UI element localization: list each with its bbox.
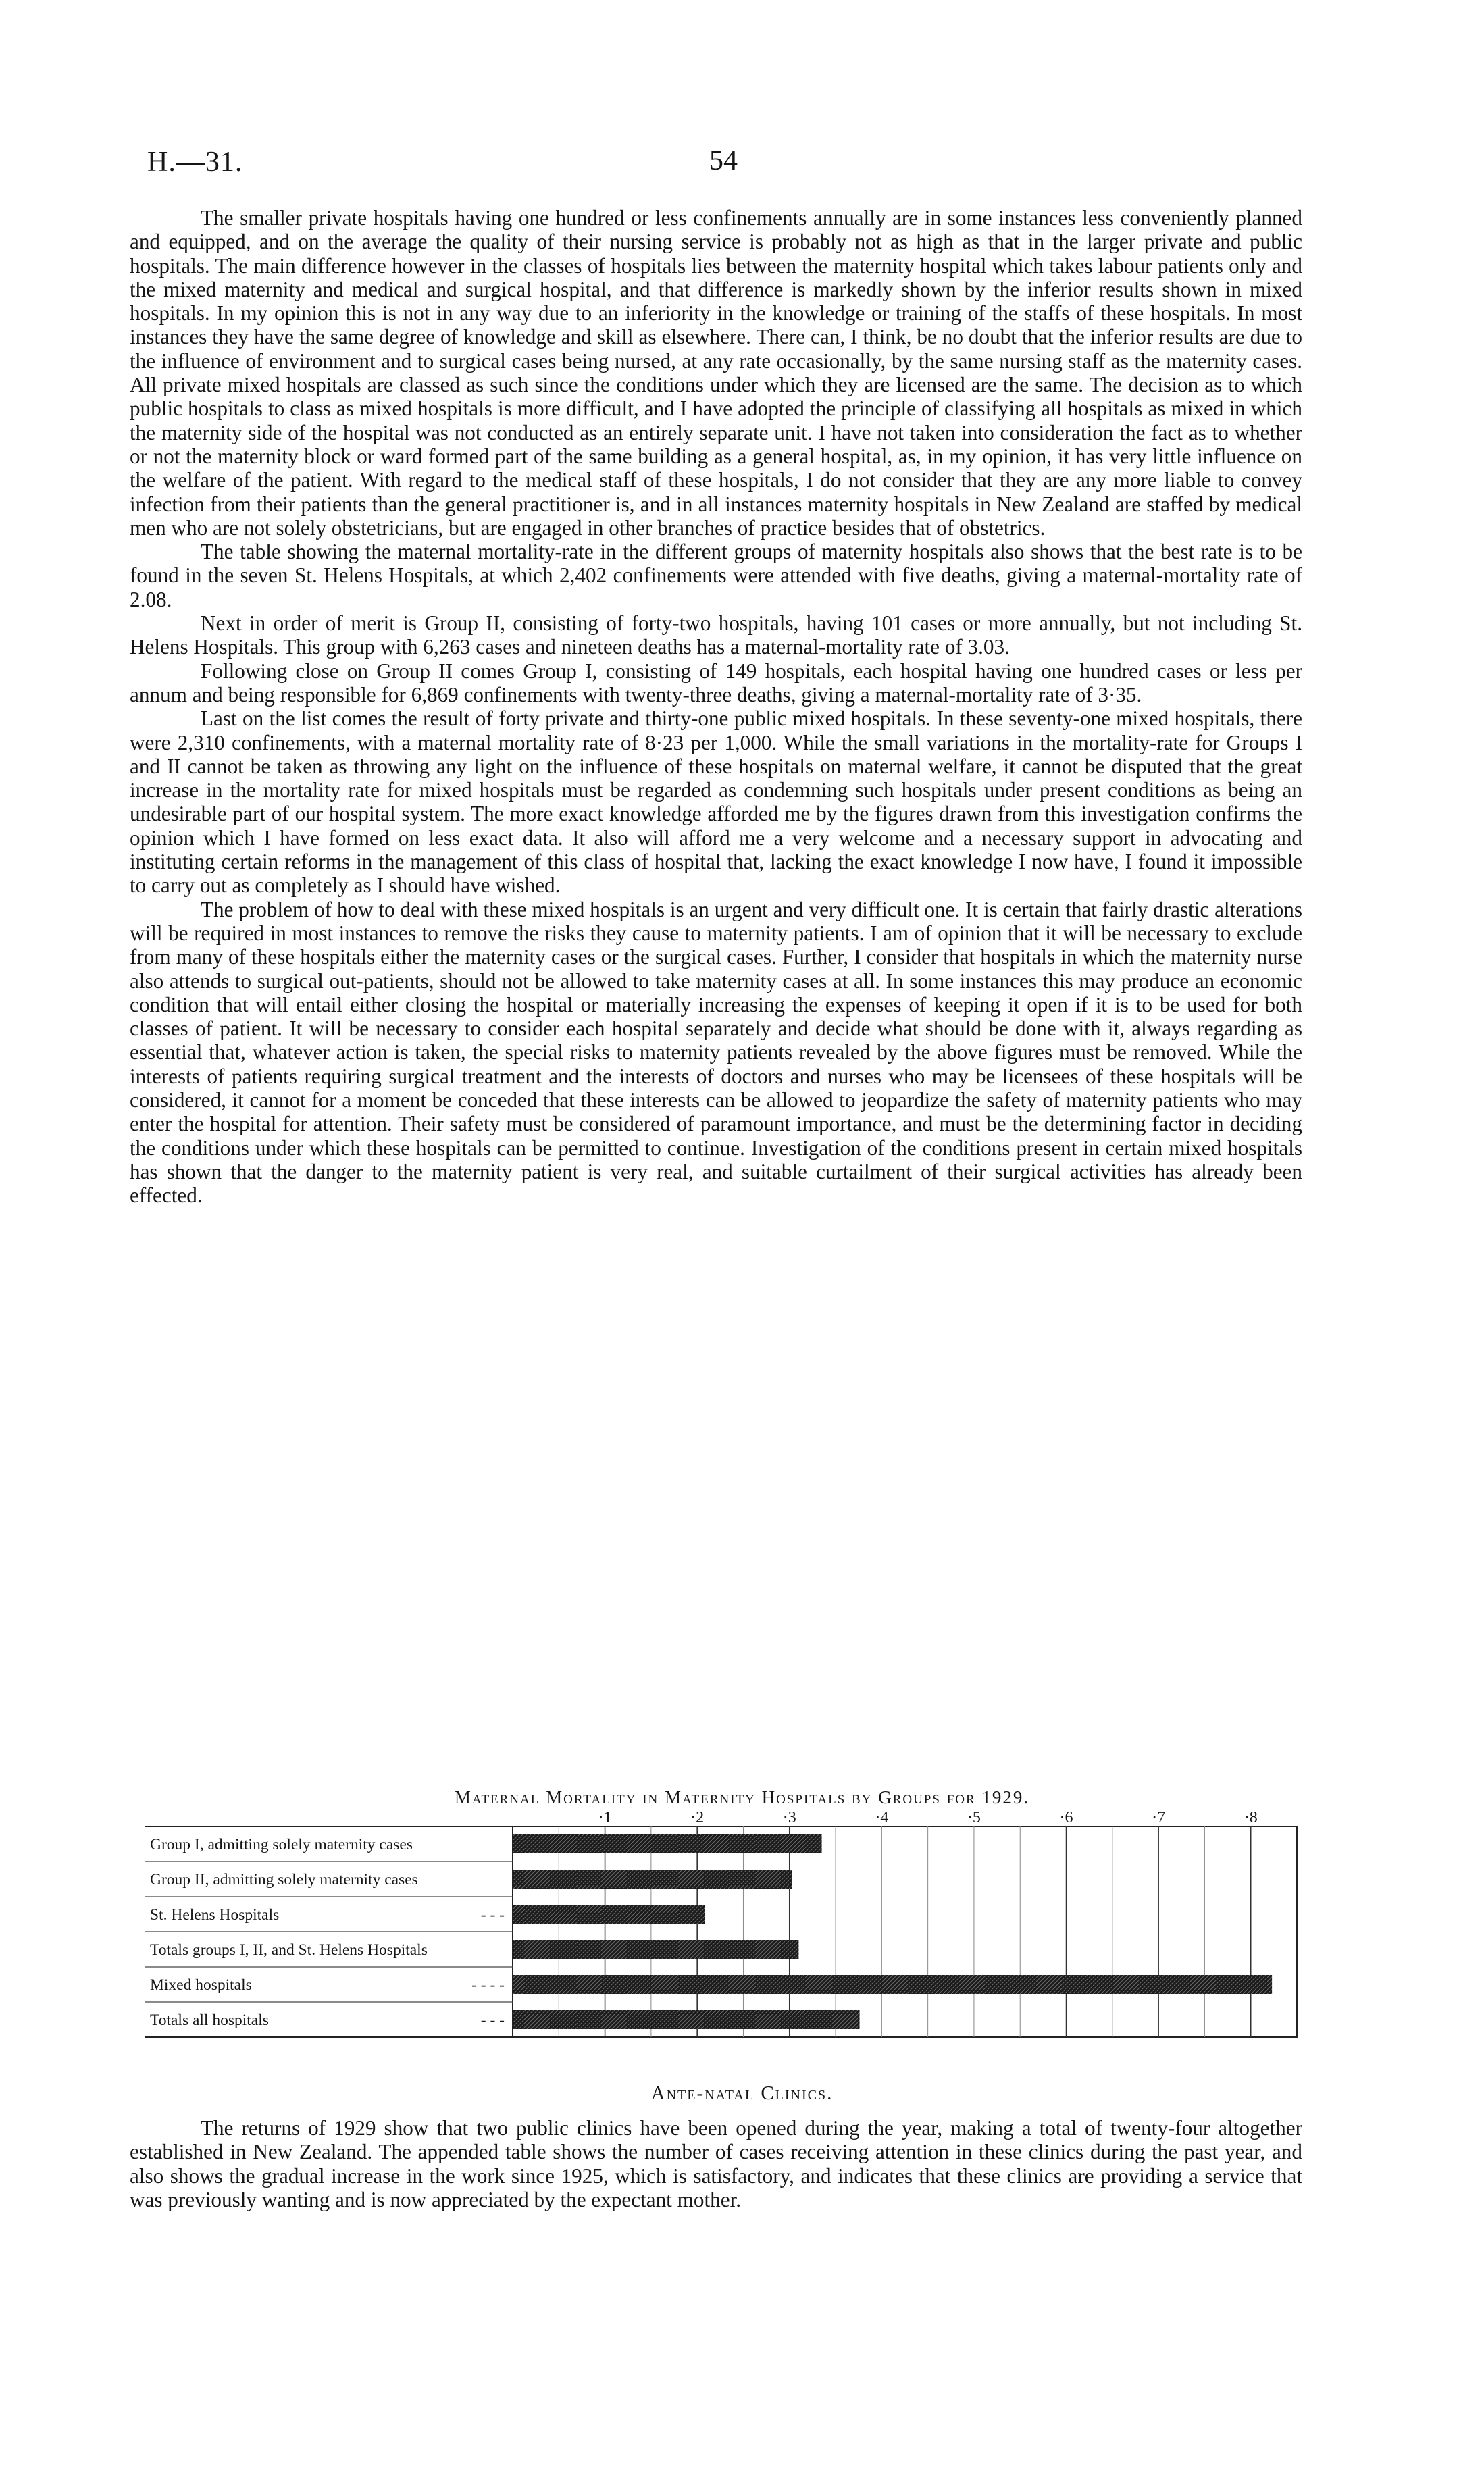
bar xyxy=(513,2010,860,2029)
paragraph: The table showing the maternal mortality-rate in the different groups of maternity hospitals also shows that the best rate is to be found in the seven St. Helens Hospitals, at which 2,402 confinements were attended with five deaths, giving a maternal-mortality rate of 2.08. xyxy=(130,540,1302,611)
x-tick-label: ·3 xyxy=(782,1809,796,1826)
page-number: 54 xyxy=(709,145,738,176)
x-tick-label: ·4 xyxy=(875,1809,889,1826)
category-label: Group I, admitting solely maternity cases xyxy=(150,1836,413,1853)
x-tick-label: ·1 xyxy=(598,1809,612,1826)
category-label: Totals all hospitals xyxy=(150,2011,269,2029)
paragraph: The returns of 1929 show that two public clinics have been opened during the year, making a total of twenty-four altogether established in New Zealand. The appended table shows the number of cases receiving attention in these clinics during the past year, and also shows the gradual increase in the work since 1925, which is satisfactory, and indicates that these clinics are providing a service that was previously wanting and is now appreciated by the expectant mother. xyxy=(130,2116,1302,2211)
paragraph: The problem of how to deal with these mixed hospitals is an urgent and very difficult one. It is certain that fairly drastic alterations will be required in most instances to remove the risks they cause to maternity patients. I am of opinion that it will be necessary to exclude from many of these hospitals either the maternity cases or the surgical cases. Further, I consider that hospitals in which the maternity nurse also attends to surgical out-patients, should not be allowed to take maternity cases at all. In some instances this may produce an economic condition that will entail either closing the hospital or materially increasing the expenses of keeping it open if it is to be used for both classes of patient. It will be necessary to consider each hospital separately and decide what should be done with it, always regarding as essential that, whatever action is taken, the special risks to maternity patients revealed by the above figures must be removed. While the interests of patients requiring surgical treatment and the interests of doctors and nurses who may be licensees of these hospitals will be considered, it cannot for a moment be conceded that these interests can be allowed to jeopardize the safety of maternity patients who may enter the hospital for attention. Their safety must be considered of paramount importance, and must be the determining factor in deciding the conditions under which these hospitals can be permitted to continue. Investigation of the conditions present in certain mixed hospitals has shown that the danger to the maternity patient is very real, and suitable curtailment of their surgical activities has already been effected. xyxy=(130,897,1302,1208)
bar xyxy=(513,1905,705,1924)
bar xyxy=(513,1975,1272,1994)
category-label: Totals groups I, II, and St. Helens Hospitals xyxy=(150,1941,428,1959)
report-reference: H.—31. xyxy=(147,147,243,178)
bar xyxy=(513,1834,822,1853)
paragraph: The smaller private hospitals having one hundred or less confinements annually are in some instances less conveniently planned and equipped, and on the average the quality of their nursing service is probably not as high as that in the larger private and public hospitals. The main difference however in the classes of hospitals lies between the maternity hospital which takes labour patients only and the mixed maternity and medical and surgical hospital, and that difference is markedly shown by the inferior results shown in mixed hospitals. In my opinion this is not in any way due to an inferiority in the knowledge or training of the staffs of these hospitals. In most instances they have the same degree of knowledge and skill as elsewhere. There can, I think, be no doubt that the inferior results are due to the influence of environment and to surgical cases being nursed, at any rate occasionally, by the same nursing staff as the maternity cases. All private mixed hospitals are classed as such since the conditions under which they are licensed are the same. The decision as to which public hospitals to class as mixed hospitals is more difficult, and I have adopted the principle of classifying all hospitals as mixed in which the maternity side of the hospital was not conducted as an entirely separate unit. I have not taken into consideration the fact as to whether or not the maternity block or ward formed part of the same building as a general hospital, as, in my opinion, it has very little influence on the welfare of the patient. With regard to the medical staff of these hospitals, I do not consider that they are any more liable to convey infection from their patients than the general practitioner is, and in all instances maternity hospitals in New Zealand are staffed by medical men who are not solely obstetricians, but are engaged in other branches of practice besides that of obstetrics. xyxy=(130,206,1302,540)
category-label: Mixed hospitals xyxy=(150,1976,252,1994)
body-text-2 xyxy=(130,2116,1302,2211)
category-leader-dots: - - - xyxy=(480,2011,505,2029)
category-label: St. Helens Hospitals xyxy=(150,1906,280,1924)
category-leader-dots: - - - - xyxy=(471,1976,505,1994)
section-title: Ante-natal Clinics. xyxy=(650,2082,834,2104)
chart-title: Maternal Mortality in Maternity Hospitals by Groups for 1929. xyxy=(454,1787,1030,1807)
paragraph: Following close on Group II comes Group I, consisting of 149 hospitals, each hospital having one hundred cases or less per annum and being responsible for 6,869 confinements with twenty-three deaths, giving a maternal-mortality rate of 3·35. xyxy=(130,659,1302,707)
body-text xyxy=(130,206,1302,1207)
bar xyxy=(513,1940,798,1959)
category-leader-dots: - - - xyxy=(480,1906,505,1924)
x-tick-label: ·7 xyxy=(1152,1809,1166,1826)
category-label: Group II, admitting solely maternity cases xyxy=(150,1871,418,1889)
bar xyxy=(513,1870,792,1889)
mortality-bar-chart xyxy=(145,1807,1306,2051)
x-tick-label: ·8 xyxy=(1244,1809,1258,1826)
paragraph: Next in order of merit is Group II, consisting of forty-two hospitals, having 101 cases or more annually, but not including St. Helens Hospitals. This group with 6,263 cases and nineteen deaths has a maternal-mortality rate of 3.03. xyxy=(130,611,1302,659)
paragraph: Last on the list comes the result of forty private and thirty-one public mixed hospitals. In these seventy-one mixed hospitals, there were 2,310 confinements, with a maternal mortality rate of 8·23 per 1,000. While the small variations in the mortality-rate for Groups I and II cannot be taken as throwing any light on the influence of these hospitals on maternal welfare, it cannot be disputed that the great increase in the mortality rate for mixed hospitals must be regarded as condemning such hospitals under present conditions as being an undesirable part of our hospital system. The more exact knowledge afforded me by the figures drawn from this investigation confirms the opinion which I have formed on less exact data. It also will afford me a very welcome and a necessary support in advocating and instituting certain reforms in the management of this class of hospital that, lacking the exact knowledge I now have, I found it impossible to carry out as completely as I should have wished. xyxy=(130,707,1302,898)
x-tick-label: ·6 xyxy=(1059,1809,1073,1826)
x-tick-label: ·5 xyxy=(967,1809,981,1826)
x-tick-label: ·2 xyxy=(690,1809,705,1826)
